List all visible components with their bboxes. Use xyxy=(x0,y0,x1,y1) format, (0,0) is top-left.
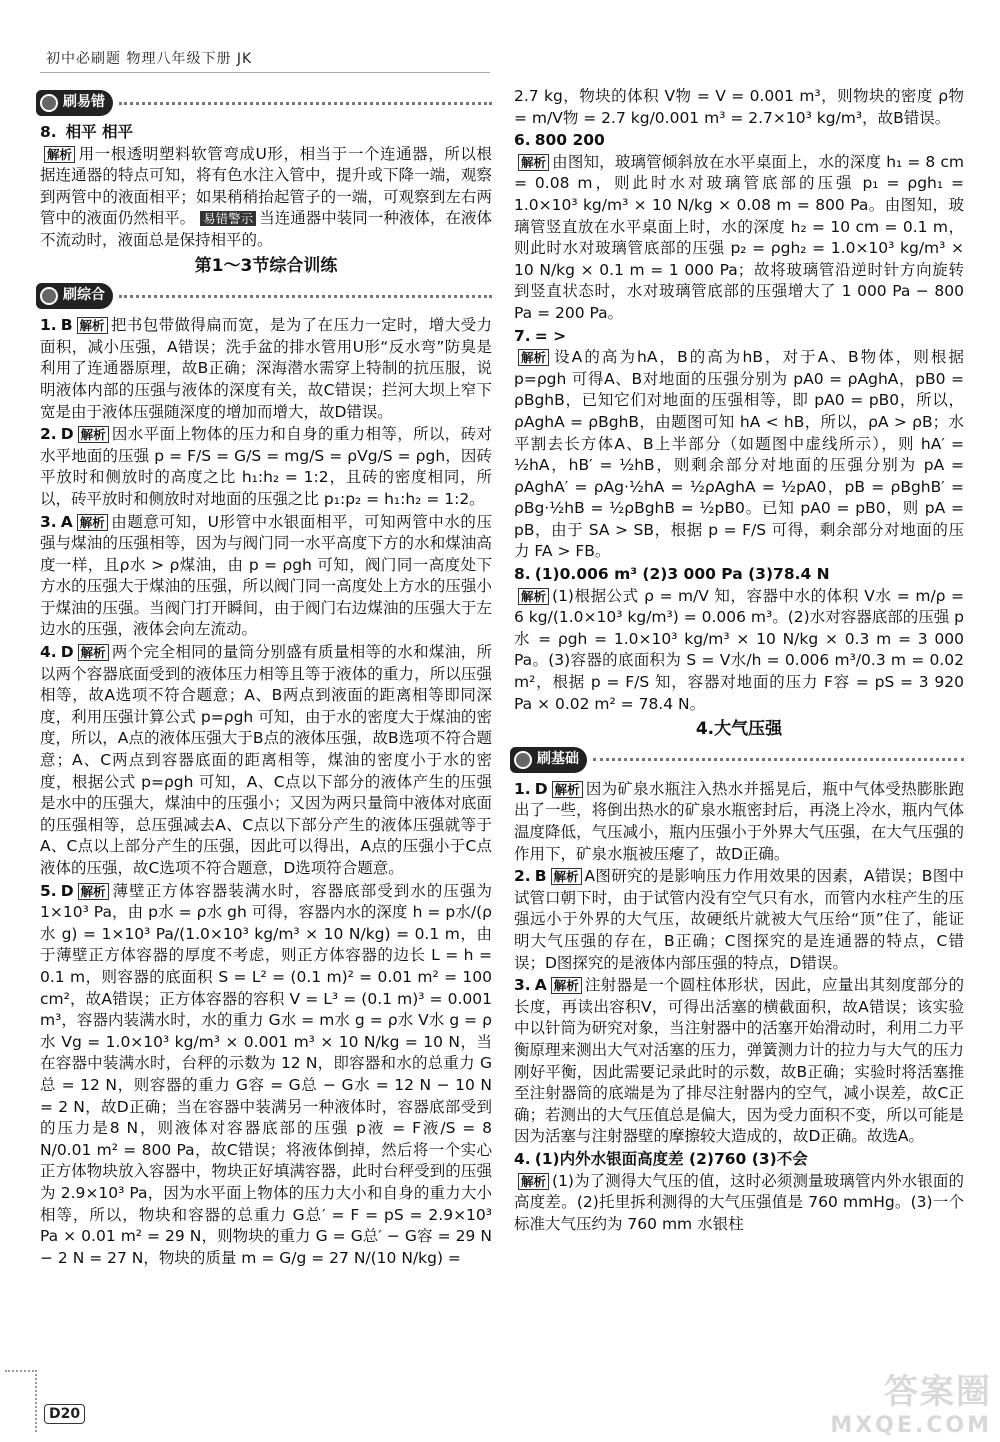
item-number: 8. xyxy=(40,123,57,141)
item-number: 2. xyxy=(514,867,531,886)
jichu-tag xyxy=(510,747,587,773)
answer-item-5-continued xyxy=(514,86,964,129)
banner-yicuo xyxy=(36,88,492,118)
brush-icon xyxy=(40,287,58,305)
item-answer: 800 200 xyxy=(534,131,605,150)
answer-item-8b xyxy=(514,564,964,715)
item-number: 3. xyxy=(514,976,531,995)
item-answer: 相平 相平 xyxy=(65,123,134,141)
analysis-label: 解析 xyxy=(551,977,582,994)
analysis-text: 因为矿泉水瓶注入热水并摇晃后，瓶中气体受热膨胀跑出了一些，将倒出热水的矿泉水瓶密封后，再浇上冷水，瓶内气体温度降低，气压减小，瓶内压强小于外界大气压强，在大气压强的作用下，矿泉水瓶被压瘪了，故D正确。 xyxy=(514,779,964,863)
answer-item-6 xyxy=(514,130,964,324)
yicuo-label: 刷易错 xyxy=(63,94,105,111)
analysis-text: (1)为了测得大气压的值，这时必须测量玻璃管内外水银面的高度差。(2)托里拆利测得的大气压强值是 760 mmHg。(3)一个标准大气压约为 760 mm 水银柱 xyxy=(514,1171,964,1233)
answer-item-4 xyxy=(40,642,492,880)
analysis-label: 解析 xyxy=(518,1173,549,1190)
warning-text: 当连通器中装同一种液体，在液体不流动时，液面总是保持相平的。 xyxy=(40,209,492,249)
watermark-line1: 答案圈 xyxy=(884,1372,992,1412)
analysis-label: 解析 xyxy=(77,317,108,334)
answer-item-7 xyxy=(514,326,964,564)
item-number: 6. xyxy=(514,131,531,150)
page-footer xyxy=(44,1404,85,1424)
analysis-label: 解析 xyxy=(551,868,582,885)
banner-dots xyxy=(119,102,492,105)
item-answer: A xyxy=(60,512,73,531)
header-divider xyxy=(40,72,490,73)
banner-dots xyxy=(119,295,492,298)
watermark-line2: MXQE.COM xyxy=(830,1413,992,1438)
item-number: 1. xyxy=(514,779,531,798)
analysis-text: 薄壁正方体容器装满水时，容器底部受到水的压强为 1×10³ Pa，由 p水 = ρ水 gh 可得，容器内水的深度 h = p水/(ρ水 g) = 1×10³ Pa/(1.0×10³ kg/m³ × 10 N/kg) = 0.1 m，由于薄壁正方体容器的厚度不考虑，则正方体容器的边长 L = h = 0.1 m，则容器的底面积 S = L² = (0.1 m)² = 0.01 m² = 100 cm²，故A错误；正方体容器的容积 V = L³ = (0.1 m)³ = 0.001 m³，容器内装满水时，水的重力 G水 = m水 g = ρ水 V水 g = ρ水 Vg = 1.0×10³ kg/m³ × 0.001 m³ × 10 N/kg = 10 N，当在容器中装满水时，台秤的示数为 12 N，即容器和水的总重力 G总 = 12 N，则容器的重力 G容 = G总 − G水 = 12 N − 10 N = 2 N，故D正确；当在容器中装满另一种液体时，容器底部受到的压力是8 N，则液体对容器底部的压强 p液 = F液/S = 8 N/0.01 m² = 800 Pa，故C错误；将液体倒掉，然后将一个实心正方体物块放入容器中，物块正好填满容器，此时台秤受到的压强为 2.9×10³ Pa，因为水平面上物体的压力大小和自身的重力大小相等，所以，物块和容器的总重力 G总′ = F = pS = 2.9×10³ Pa × 0.01 m² = 29 N，则物块的重力 G = G总′ − G容 = 29 N − 2 N = 27 N，物块的质量 m = G/g = 27 N/(10 N/kg) = xyxy=(40,881,492,1267)
analysis-label: 解析 xyxy=(78,644,109,661)
item-answer: B xyxy=(60,316,73,335)
brush-icon xyxy=(514,751,532,769)
item-number: 7. xyxy=(514,326,531,345)
analysis-label: 解析 xyxy=(44,146,75,163)
analysis-text: 因水平面上物体的压力和自身的重力相等，所以，砖对水平地面的压强 p = F/S = G/S = mg/S = ρVg/S = ρgh，因砖平放时和侧放时的高度之比 h₁:h₂ = 1:2，且砖的密度相同，所以，砖平放时和侧放时对地面的压强之比 p₁:p₂ = h₁:h₂ = 1:2。 xyxy=(40,425,492,508)
analysis-text: (1)根据公式 ρ = m/V 知，容器中水的体积 V水 = m/ρ = 6 kg/(1.0×10³ kg/m³) = 0.006 m³。(2)水对容器底部的压强 p水 = ρgh = 1.0×10³ kg/m³ × 10 N/kg × 0.3 m = 3 000 Pa。(3)容器的底面积为 S = V水/h = 0.006 m³/0.3 m = 0.02 m²，根据 p = F/S 知，容器对地面的压力 F容 = pS = 3 920 Pa × 0.02 m² = 78.4 N。 xyxy=(514,586,964,713)
item-answer: D xyxy=(60,425,74,444)
analysis-text: 注射器是一个圆柱体形状，因此，应量出其刻度部分的长度，再读出容积V，可得出活塞的横截面积，故A错误；该实验中以针筒为研究对象，当注射器中的活塞开始滑动时，利用二力平衡原理来测出大气对活塞的压力，弹簧测力计的拉力与大气的压力刚好平衡，因此需要记录此时的示数，故B正确；实验时将活塞推至注射器筒的底端是为了排尽注射器内的空气，减小误差，故C正确；若测出的大气压值总是偏大，因为受力面积不变，所以可能是因为活塞与注射器壁的摩擦较大造成的，故D正确。故选A。 xyxy=(514,976,964,1146)
analysis-text: 由题意可知，U形管中水银面相平，可知两管中水的压强与煤油的压强相等，因为与阀门同一水平高度下方的水和煤油高度一样，且ρ水 > ρ煤油，由 p = ρgh 可知，阀门同一高度处下方水的压强大于煤油的压强，所以阀门同一高度处上方水的压强小于煤油的压强。当阀门打开瞬间，由于阀门右边煤油的压强大于左边水的压强，液体会向左流动。 xyxy=(40,512,492,639)
analysis-label: 解析 xyxy=(518,154,549,171)
analysis-text: 用一根透明塑料软管弯成U形，相当于一个连通器，所以根据连通器的特点可知，将有色水注入管中，提升或下降一端，观察到两管中的液面相平；如果稍稍抬起管子的一端，可观察到左右两管中的液面仍然相平。 xyxy=(40,144,492,228)
jichu-label: 刷基础 xyxy=(537,751,579,768)
analysis-label: 解析 xyxy=(518,349,549,366)
item-number: 1. xyxy=(40,316,57,335)
right-column xyxy=(514,86,964,1236)
analysis-text: 把书包带做得扁而宽，是为了在压力一定时，增大受力面积，减小压强，A错误；洗手盆的排水管用U形“反水弯”防臭是利用了连通器原理，故B正确；深海潜水需穿上特制的抗压服，说明液体内部的压强与液体的深度有关，故C错误；拦河大坝上窄下宽是由于液体压强随深度的增加而增大，故D错误。 xyxy=(40,316,492,421)
analysis-text: A图研究的是影响压力作用效果的因素，A错误；B图中试管口朝下时，由于试管内没有空气只有水，而管内水柱产生的压强远小于外界的大气压，故硬纸片就被大气压给“顶”住了，能证明大气压强的存在，B正确；C图探究的是连通器的特点，C错误；D图探究的是液体内部压强的特点，D错误。 xyxy=(514,867,964,972)
corner-dotted-decoration xyxy=(5,1370,37,1432)
page-number: D20 xyxy=(44,1404,85,1424)
page-header: 初中必刷题 物理八年级下册 JK xyxy=(46,51,253,67)
analysis-text: 设A的高为hA，B的高为hB，对于A、B物体，则根据 p=ρgh 可得A、B对地面的压强分别为 pA0 = ρAghA，pB0 = ρBghB，已知它们对地面的压强相等，即 pA0 = pB0，所以，ρAghA = ρBghB，由题图可知 hA < hB，所以，ρA > ρB；水平割去长方体A、B上半部分（如题图中虚线所示），则 hA′ = ½hA，hB′ = ½hB，则剩余部分对地面的压强分别为 pA = ρAghA′ = ρAg·½hA = ½ρAghA = ½pA0，pB = ρBghB′ = ρBg·½hB = ½ρBghB = ½pB0。已知 pA0 = pB0，则 pA = pB，由于 SA > SB，根据 p = F/S 可得，剩余部分对地面的压力 FA > FB。 xyxy=(514,348,964,561)
item-answer: = > xyxy=(534,326,567,345)
brush-icon xyxy=(40,94,58,112)
answer-item-2 xyxy=(40,424,492,510)
section-title-1-3: 第1～3节综合训练 xyxy=(194,255,338,276)
answer-item-5 xyxy=(40,881,492,1270)
analysis-text: 2.7 kg，物块的体积 V物 = V = 0.001 m³，则物块的密度 ρ物 = m/V物 = 2.7 kg/0.001 m³ = 2.7×10³ kg/m³，故B错误。 xyxy=(514,87,964,127)
analysis-label: 解析 xyxy=(552,781,583,798)
yicuo-tag xyxy=(36,90,113,116)
answer-item-b2 xyxy=(514,866,964,974)
warning-label: 易错警示 xyxy=(200,211,256,226)
item-number: 3. xyxy=(40,512,57,531)
analysis-label: 解析 xyxy=(518,588,549,605)
item-answer: D xyxy=(60,643,74,662)
answer-item-3 xyxy=(40,512,492,642)
watermark xyxy=(830,1364,992,1438)
banner-zonghe xyxy=(36,281,492,311)
item-answer: A xyxy=(534,976,547,995)
item-answer: D xyxy=(60,881,74,900)
analysis-label: 解析 xyxy=(78,426,109,443)
analysis-label: 解析 xyxy=(78,883,109,900)
zonghe-tag xyxy=(36,283,113,309)
item-number: 5. xyxy=(40,881,57,900)
item-answer: (1)内外水银面高度差 (2)760 (3)不会 xyxy=(534,1149,808,1168)
item-number: 4. xyxy=(40,643,57,662)
left-column xyxy=(40,86,492,1270)
item-number: 8. xyxy=(514,565,531,584)
item-number: 4. xyxy=(514,1149,531,1168)
banner-jichu xyxy=(510,745,964,775)
banner-dots xyxy=(593,758,964,761)
answer-item-b1 xyxy=(514,779,964,865)
analysis-text: 由图知，玻璃管倾斜放在水平桌面上，水的深度 h₁ = 8 cm = 0.08 m，则此时水对玻璃管底部的压强 p₁ = ρgh₁ = 1.0×10³ kg/m³ × 10 N/kg × 0.08 m = 800 Pa。由图知，玻璃管竖直放在水平桌面上时，水的深度 h₂ = 10 cm = 0.1 m，则此时水对玻璃管底部的压强 p₂ = ρgh₂ = 1.0×10³ kg/m³ × 10 N/kg × 0.1 m = 1 000 Pa；故将玻璃管沿逆时针方向旋转到竖直状态时，水对玻璃管底部的压强增大了 1 000 Pa − 800 Pa = 200 Pa。 xyxy=(514,152,964,322)
section-title-4: 4.大气压强 xyxy=(695,719,783,740)
analysis-text: 两个完全相同的量筒分别盛有质量相等的水和煤油，所以两个容器底面受到的液体压力相等且等于液体的重力，所以压强相等，故A选项不符合题意；A、B两点到液面的距离相等即同深度，利用压强计算公式 p=ρgh 可知，由于水的密度大于煤油的密度，所以，A点的液体压强大于B点的液体压强，故B选项不符合题意；A、C两点到容器底面的距离相等，煤油的密度小于水的密度，根据公式 p=ρgh 可知，A、C点以下部分的液体产生的压强是水中的压强大，煤油中的压强小；又因为两只量筒中液体对底面的压强相等，总压强减去A、C点以下部分产生的液体压强就等于A、C点以上部分产生的压强，因此可以得出，A点的压强小于C点液体的压强，故C选项不符合题意，D选项符合题意。 xyxy=(40,643,492,877)
item-number: 2. xyxy=(40,425,57,444)
item-answer: (1)0.006 m³ (2)3 000 Pa (3)78.4 N xyxy=(534,565,830,584)
item-answer: B xyxy=(534,867,547,886)
answer-item-1 xyxy=(40,315,492,423)
answer-item-8 xyxy=(40,122,492,252)
zonghe-label: 刷综合 xyxy=(63,287,105,304)
answer-item-b4 xyxy=(514,1149,964,1235)
answer-item-b3 xyxy=(514,975,964,1148)
item-answer: D xyxy=(534,779,548,798)
analysis-label: 解析 xyxy=(77,514,108,531)
